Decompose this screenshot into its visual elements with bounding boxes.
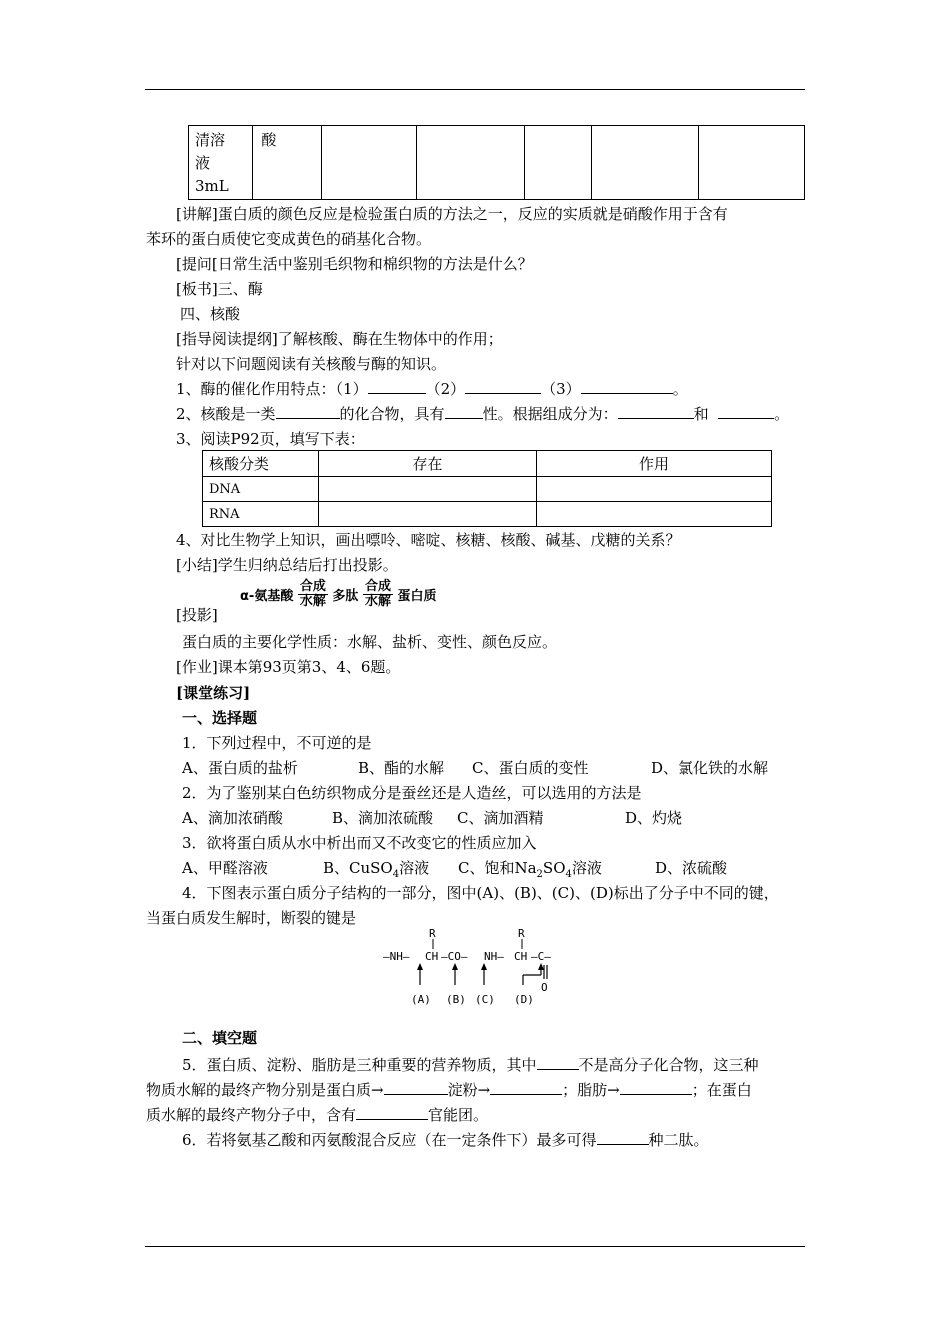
answer-blank[interactable] xyxy=(618,404,694,419)
projection-label: [投影] xyxy=(176,606,218,624)
table-cell: DNA xyxy=(203,477,319,502)
bond-label-b: (B) xyxy=(446,993,466,1006)
scheme-polypeptide: 多肽 xyxy=(332,589,359,604)
fill-question-5-line-3: 质水解的最终产物分子中，含有 官能团。 xyxy=(146,1106,489,1124)
option-b[interactable]: B、CuSO$_4$溶液 xyxy=(323,859,430,880)
chain-ch-2: CH xyxy=(514,950,528,963)
table-cell-empty xyxy=(416,126,524,200)
board-note: [板书]三、酶 xyxy=(176,280,263,298)
fill-question-6: 6．若将氨基乙酸和丙氨酸混合反应（在一定条件下）最多可得 种二肽。 xyxy=(182,1131,709,1149)
fill-question-5-line-1: 5．蛋白质、淀粉、脂肪是三种重要的营养物质，其中 不是高分子化合物，这三种 xyxy=(182,1056,759,1074)
table-cell[interactable] xyxy=(537,502,772,527)
reading-guide: [指导阅读提纲]了解核酸、酶在生物体中的作用； xyxy=(176,330,503,348)
explanation-line-2: 苯环的蛋白质使它变成黄色的硝基化合物。 xyxy=(146,230,432,248)
answer-blank[interactable] xyxy=(368,379,426,394)
table-cell-empty xyxy=(525,126,592,200)
choice-question-4-line-1: 4．下图表示蛋白质分子结构的一部分，图中(A)、(B)、(C)、(D)标出了分子中不同的键， xyxy=(182,884,779,902)
answer-blank[interactable] xyxy=(465,379,541,394)
table-header: 核酸分类 xyxy=(203,451,319,477)
option-c[interactable]: C、滴加酒精 xyxy=(457,809,544,827)
answer-blank[interactable] xyxy=(384,1080,448,1095)
cell-line: 3mL xyxy=(195,177,229,195)
summary-note: [小结]学生归纳总结后打出投影。 xyxy=(176,556,398,574)
scheme-arrow-1: $\frac{\text{合成}}{\text{水解}}$ xyxy=(299,579,326,609)
table-cell-empty xyxy=(698,126,804,200)
footer-rule xyxy=(145,1246,805,1247)
nucleic-acid-question: 2、核酸是一类 的化合物，具有 性。根据组成分为： 和 。 xyxy=(176,405,790,423)
choice-question-2: 2．为了鉴别某白色纺织物成分是蚕丝还是人造丝，可以选用的方法是 xyxy=(182,784,642,802)
section-nucleic-acid: 四、核酸 xyxy=(180,305,241,323)
compare-question: 4、对比生物学上知识，画出嘌呤、嘧啶、核糖、核酸、碱基、戊糖的关系？ xyxy=(176,531,681,549)
answer-blank[interactable] xyxy=(537,1055,579,1070)
reading-instruction: 针对以下问题阅读有关核酸与酶的知识。 xyxy=(176,355,447,373)
choice-question-3: 3．欲将蛋白质从水中析出而又不改变它的性质应加入 xyxy=(182,834,537,852)
option-a[interactable]: A、滴加浓硝酸 xyxy=(182,809,283,827)
option-b[interactable]: B、酯的水解 xyxy=(358,759,445,777)
answer-blank[interactable] xyxy=(276,404,340,419)
answer-blank[interactable] xyxy=(718,404,774,419)
answer-blank[interactable] xyxy=(490,1080,562,1095)
section-choice: 一、选择题 xyxy=(182,709,258,727)
option-a[interactable]: A、蛋白质的盐析 xyxy=(182,759,298,777)
exercise-title: [课堂练习] xyxy=(176,684,251,702)
experiment-table-fragment xyxy=(188,125,805,200)
question-prompt: [提问[日常生活中鉴别毛织物和棉织物的方法是什么？ xyxy=(176,255,533,273)
fill-question-5-line-2: 物质水解的最终产物分别是蛋白质→ 淀粉→ ；脂肪→ ；在蛋白 xyxy=(146,1081,752,1099)
peptide-structure-diagram xyxy=(383,927,583,1007)
chain-co: —CO— xyxy=(441,950,468,963)
bond-label-d: (D) xyxy=(514,993,534,1006)
answer-blank[interactable] xyxy=(597,1130,649,1145)
choice-question-4-line-2: 当蛋白质发生解时，断裂的键是 xyxy=(146,909,357,927)
table-cell[interactable] xyxy=(319,502,537,527)
option-a[interactable]: A、甲醛溶液 xyxy=(182,859,268,877)
cell-line: 液 xyxy=(195,154,211,172)
explanation-line-1: [讲解]蛋白质的颜色反应是检验蛋白质的方法之一，反应的实质就是硝酸作用于含有 xyxy=(176,205,728,223)
chain-nh: —NH— xyxy=(383,950,410,963)
bond-label-a: (A) xyxy=(411,993,431,1006)
nucleic-acid-table xyxy=(202,450,772,527)
option-b[interactable]: B、滴加浓硫酸 xyxy=(332,809,434,827)
answer-blank[interactable] xyxy=(445,404,483,419)
table-cell-solution xyxy=(189,126,253,200)
option-d[interactable]: D、浓硫酸 xyxy=(655,859,728,877)
scheme-amino-acid: α-氨基酸 xyxy=(240,589,294,604)
scheme-arrow-2: $\frac{\text{合成}}{\text{水解}}$ xyxy=(364,579,391,609)
chain-nh-2: NH— xyxy=(484,950,504,963)
bond-label-c: (C) xyxy=(475,993,495,1006)
table-cell[interactable] xyxy=(537,477,772,502)
bond-o: O xyxy=(541,981,548,994)
protein-properties: 蛋白质的主要化学性质：水解、盐析、变性、颜色反应。 xyxy=(182,633,558,651)
table-cell: RNA xyxy=(203,502,319,527)
table-cell-empty xyxy=(322,126,417,200)
r-group-2: R xyxy=(518,927,525,940)
scheme-protein: 蛋白质 xyxy=(397,589,437,604)
option-d[interactable]: D、氯化铁的水解 xyxy=(651,759,769,777)
header-rule xyxy=(145,89,805,90)
option-c[interactable]: C、饱和$Na_2SO_4$溶液 xyxy=(458,859,602,880)
table-cell[interactable] xyxy=(319,477,537,502)
option-d[interactable]: D、灼烧 xyxy=(625,809,683,827)
table-header: 存在 xyxy=(319,451,537,477)
section-fill-in: 二、填空题 xyxy=(182,1029,258,1047)
choice-question-1: 1．下列过程中，不可逆的是 xyxy=(182,734,372,752)
enzyme-question: 1、酶的催化作用特点：（1） （2） （3） 。 xyxy=(176,380,688,398)
chain-ch-1: CH xyxy=(425,950,439,963)
option-c[interactable]: C、蛋白质的变性 xyxy=(472,759,589,777)
table-cell-acid: 酸 xyxy=(253,126,322,200)
answer-blank[interactable] xyxy=(356,1105,428,1120)
homework: [作业]课本第93页第3、4、6题。 xyxy=(176,658,401,676)
answer-blank[interactable] xyxy=(581,379,673,394)
answer-blank[interactable] xyxy=(620,1080,692,1095)
table-header: 作用 xyxy=(537,451,772,477)
table-instruction: 3、阅读P92页，填写下表： xyxy=(176,430,365,448)
chain-c: —C— xyxy=(531,950,551,963)
cell-line: 清溶 xyxy=(195,131,226,149)
table-cell-empty xyxy=(592,126,698,200)
r-group-1: R xyxy=(429,927,436,940)
reaction-scheme xyxy=(240,580,437,609)
